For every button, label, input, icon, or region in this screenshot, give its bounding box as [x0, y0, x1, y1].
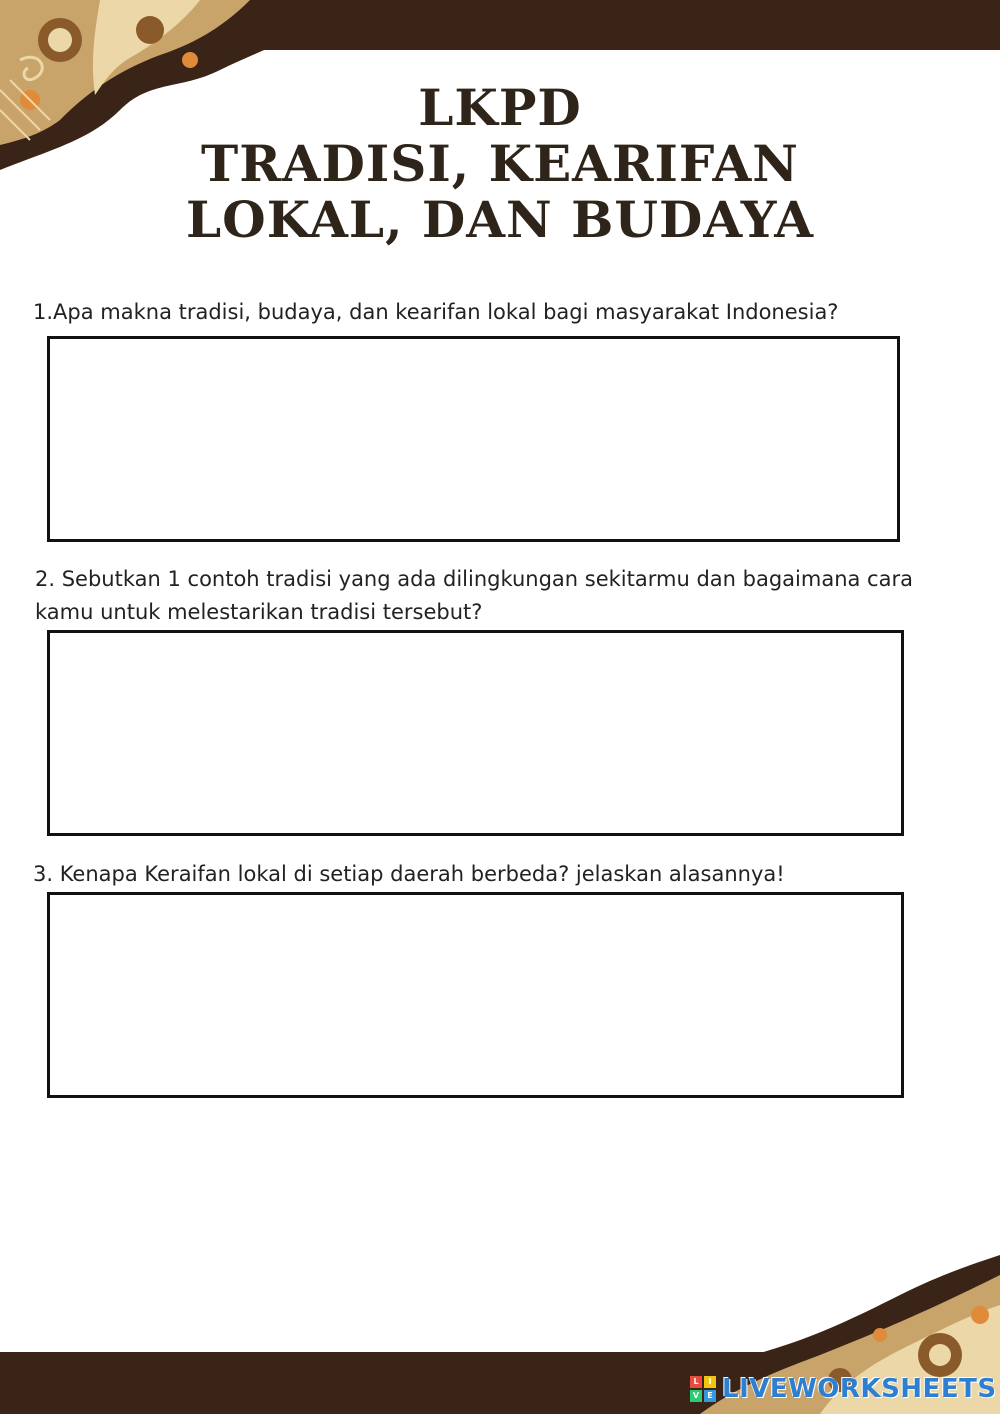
logo-letter-e: E — [704, 1390, 716, 1402]
answer-box-3[interactable] — [47, 892, 904, 1098]
title-line-2: TRADISI, KEARIFAN — [201, 134, 799, 193]
logo-letter-v: V — [690, 1390, 702, 1402]
answer-box-2[interactable] — [47, 630, 904, 836]
logo-letter-i: I — [704, 1376, 716, 1388]
answer-box-1[interactable] — [47, 336, 900, 542]
title-line-1: LKPD — [418, 78, 582, 137]
title-line-3: LOKAL, DAN BUDAYA — [186, 190, 814, 249]
question-1: 1.Apa makna tradisi, budaya, dan kearifan lokal bagi masyarakat Indonesia? — [33, 300, 839, 324]
watermark-text: LIVEWORKSHEETS — [722, 1374, 997, 1404]
liveworksheets-logo-icon — [690, 1376, 716, 1402]
question-2: 2. Sebutkan 1 contoh tradisi yang ada dilingkungan sekitarmu dan bagaimana cara kamu untuk melestarikan tradisi tersebut? — [35, 567, 913, 624]
liveworksheets-watermark — [690, 1372, 997, 1406]
logo-letter-l: L — [690, 1376, 702, 1388]
question-3: 3. Kenapa Keraifan lokal di setiap daerah berbeda? jelaskan alasannya! — [33, 862, 785, 886]
